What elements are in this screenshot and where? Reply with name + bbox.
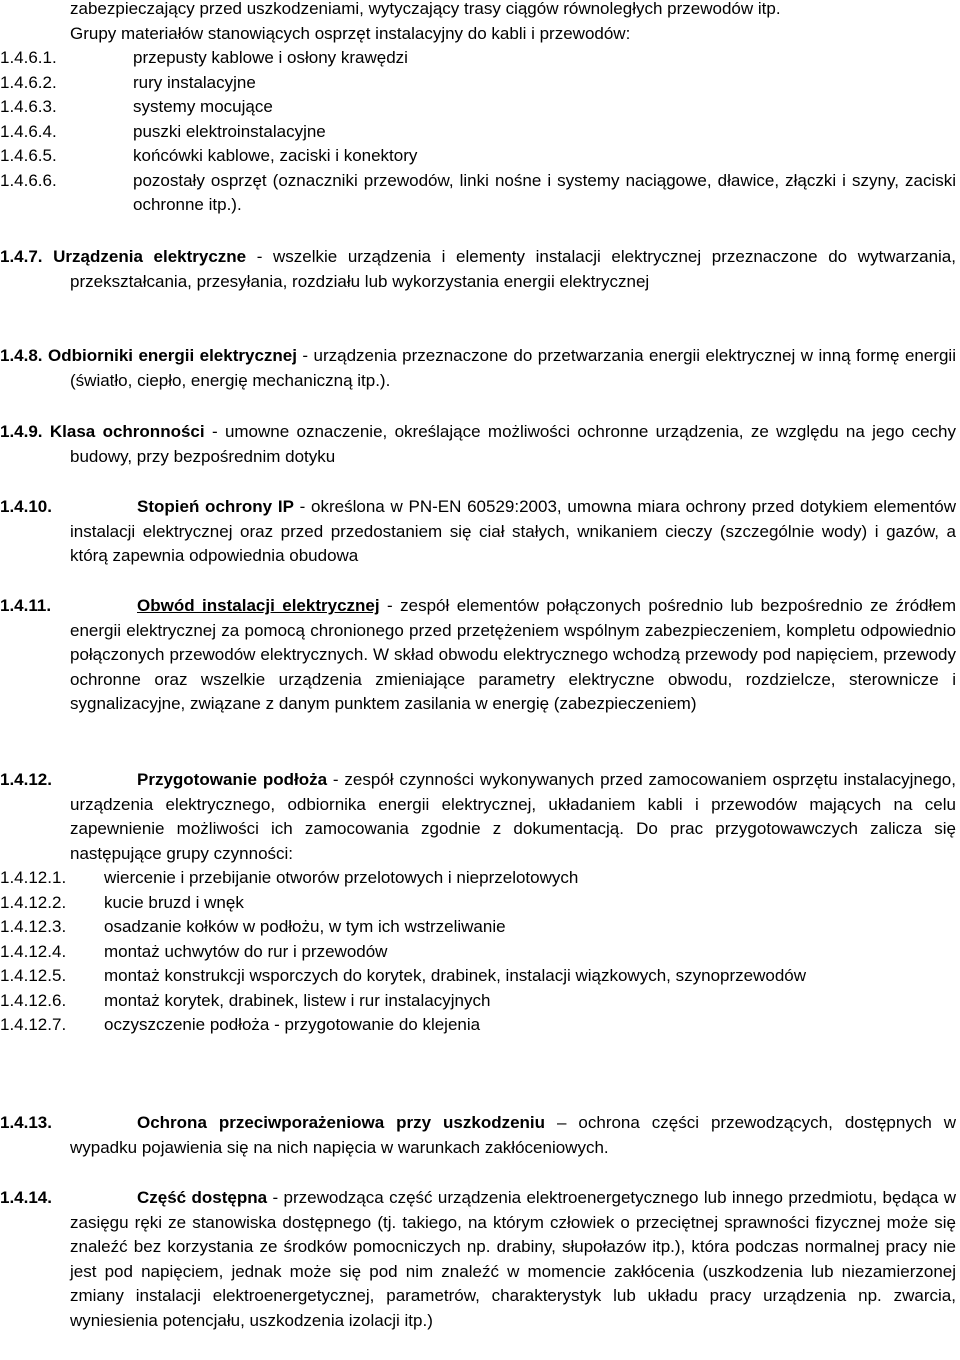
definition-1-4-10	[0, 495, 960, 569]
item-number: 1.4.12.3.	[0, 917, 67, 936]
section-number: 1.4.11.	[0, 596, 52, 615]
section-number: 1.4.14.	[0, 1188, 52, 1207]
term: Odbiorniki energii elektrycznej	[48, 346, 297, 365]
section-number: 1.4.10.	[0, 497, 52, 516]
definition-text: – ochrona części przewodzących, dostępnych w wypadku pojawienia się na nich napięcia w warunkach zakłóceniowych.	[70, 1113, 956, 1157]
item-number: 1.4.6.4.	[0, 121, 57, 141]
item-text: osadzanie kołków w podłożu, w tym ich wstrzeliwanie	[104, 917, 506, 936]
item-number: 1.4.12.6.	[0, 990, 67, 1010]
item-text: kucie bruzd i wnęk	[104, 892, 244, 912]
list-item	[0, 120, 960, 145]
item-text: montaż korytek, drabinek, listew i rur instalacyjnych	[104, 990, 491, 1010]
item-text: systemy mocujące	[133, 97, 273, 116]
definition-1-4-11	[0, 594, 960, 717]
definition-1-4-9	[0, 420, 960, 469]
definition-text: - wszelkie urządzenia i elementy instalacji elektrycznej przeznaczone do wytwarzania, przekształcania, przesyłania, rozdziału lub wykorzystania energii elektrycznej	[70, 247, 956, 291]
list-1-4-6	[0, 46, 960, 218]
item-number: 1.4.12.4.	[0, 941, 67, 961]
item-number: 1.4.6.5.	[0, 146, 57, 165]
list-item	[0, 915, 960, 940]
definition-1-4-14	[0, 1186, 960, 1333]
list-item	[0, 964, 960, 989]
item-text: rury instalacyjne	[133, 72, 256, 92]
list-item	[0, 866, 960, 891]
item-number: 1.4.6.3.	[0, 97, 57, 116]
definition-1-4-12	[0, 768, 960, 866]
list-item	[0, 144, 960, 169]
definition-text: - umowne oznaczenie, określające możliwości ochronne urządzenia, ze względu na jego cechy budowy, przy bezpośrednim dotyku	[70, 422, 956, 466]
term: Stopień ochrony IP	[137, 497, 294, 516]
section-number: 1.4.13.	[0, 1113, 52, 1132]
item-text: montaż konstrukcji wsporczych do korytek, drabinek, instalacji wiązkowych, szynoprzewodów	[104, 966, 807, 985]
list-item	[0, 891, 960, 916]
definition-text: - urządzenia przeznaczone do przetwarzania energii elektrycznej w inną formę energii (światło, ciepło, energię mechaniczną itp.).	[70, 346, 956, 390]
item-number: 1.4.12.2.	[0, 892, 67, 912]
term: Obwód instalacji elektrycznej	[137, 596, 380, 615]
item-text: puszki elektroinstalacyjne	[133, 121, 326, 141]
item-number: 1.4.12.1.	[0, 868, 67, 887]
list-item	[0, 1013, 960, 1038]
list-item	[0, 169, 960, 218]
definition-1-4-13	[0, 1111, 960, 1160]
item-number: 1.4.6.1.	[0, 48, 57, 67]
term: Urządzenia elektryczne	[53, 247, 247, 266]
list-item	[0, 95, 960, 120]
intro-line-1: zabezpieczający przed uszkodzeniami, wytyczający trasy ciągów równoległych przewodów itp.	[70, 0, 781, 18]
intro	[0, 0, 960, 46]
item-text: końcówki kablowe, zaciski i konektory	[133, 146, 418, 165]
list-item	[0, 71, 960, 96]
term: Klasa ochronności	[49, 422, 205, 441]
term: Część dostępna	[137, 1188, 268, 1207]
item-text: pozostały osprzęt (oznaczniki przewodów, linki nośne i systemy naciągowe, dławice, złączki i szyny, zaciski ochronne itp.).	[133, 170, 956, 214]
item-number: 1.4.12.7.	[0, 1015, 67, 1034]
definition-text: - zespół czynności wykonywanych przed zamocowaniem osprzętu instalacyjnego, urządzenia elektrycznego, odbiornika energii elektrycznej, układaniem kabli i przewodów mających na celu zapewnienie możliwości ich zamocowania zgodnie z dokumentacją. Do prac przygotowawczych zalicza się następujące grupy czynności:	[70, 770, 956, 863]
definition-text: - określona w PN-EN 60529:2003, umowna miara ochrony przed dotykiem elementów instalacji elektrycznej oraz przed przedostaniem się ciał stałych, wnikaniem cieczy (szczególnie wody) i gazów, a którą zapewnia odpowiednia obudowa	[70, 497, 957, 565]
list-item	[0, 46, 960, 71]
item-text: oczyszczenie podłoża - przygotowanie do klejenia	[104, 1015, 481, 1034]
intro-line-2: Grupy materiałów stanowiących osprzęt instalacyjny do kabli i przewodów:	[70, 23, 631, 43]
item-number: 1.4.6.2.	[0, 72, 57, 92]
definition-text: - przewodząca część urządzenia elektroenergetycznego lub innego przedmiotu, będąca w zasięgu ręki ze stanowiska dostępnego (tj. takiego, na którym człowiek o przeciętnej sprawności fizycznej może się znaleźć bez korzystania ze środków pomocniczych np. drabiny, słupołazów itp.), która podczas normalnej pracy nie jest pod napięciem, jednak może się pod nim znaleźć w momencie zakłócenia (uszkodzenia lub niezamierzonej zmiany instalacji elektroenergetycznej, parametrów, charakterystyk lub układu pracy urządzenia np. zwarcia, wyniesienia potencjału, uszkodzenia izolacji itp.)	[70, 1188, 956, 1330]
item-text: wiercenie i przebijanie otworów przelotowych i nieprzelotowych	[104, 868, 579, 887]
term: Przygotowanie podłoża	[137, 770, 328, 789]
item-text: montaż uchwytów do rur i przewodów	[104, 941, 388, 961]
section-number: 1.4.7.	[0, 247, 43, 266]
item-number: 1.4.12.5.	[0, 966, 67, 985]
section-number: 1.4.8.	[0, 346, 43, 365]
item-number: 1.4.6.6.	[0, 170, 57, 190]
item-text: przepusty kablowe i osłony krawędzi	[133, 48, 408, 67]
term: Ochrona przeciwporażeniowa przy uszkodzeniu	[137, 1113, 546, 1132]
list-item	[0, 989, 960, 1014]
definition-text: - zespół elementów połączonych pośrednio lub bezpośrednio ze źródłem energii elektrycznej za pomocą chronionego przed przetężeniem wspólnym zabezpieczeniem, kompletu odpowiednio połączonych przewodów elektrycznych. W skład obwodu elektrycznego wchodzą przewody pod napięciem, przewody ochronne oraz wszelkie urządzenia zmieniające parametry elektryczne obwodu, rozdzielcze, sterownicze i sygnalizacyjne, związane z danym punktem zasilania w energię (zabezpieczeniem)	[70, 596, 956, 713]
definition-1-4-8	[0, 344, 960, 393]
section-number: 1.4.12.	[0, 770, 52, 789]
definition-1-4-7	[0, 245, 960, 294]
list-item	[0, 940, 960, 965]
section-number: 1.4.9.	[0, 422, 43, 441]
list-1-4-12	[0, 866, 960, 1038]
